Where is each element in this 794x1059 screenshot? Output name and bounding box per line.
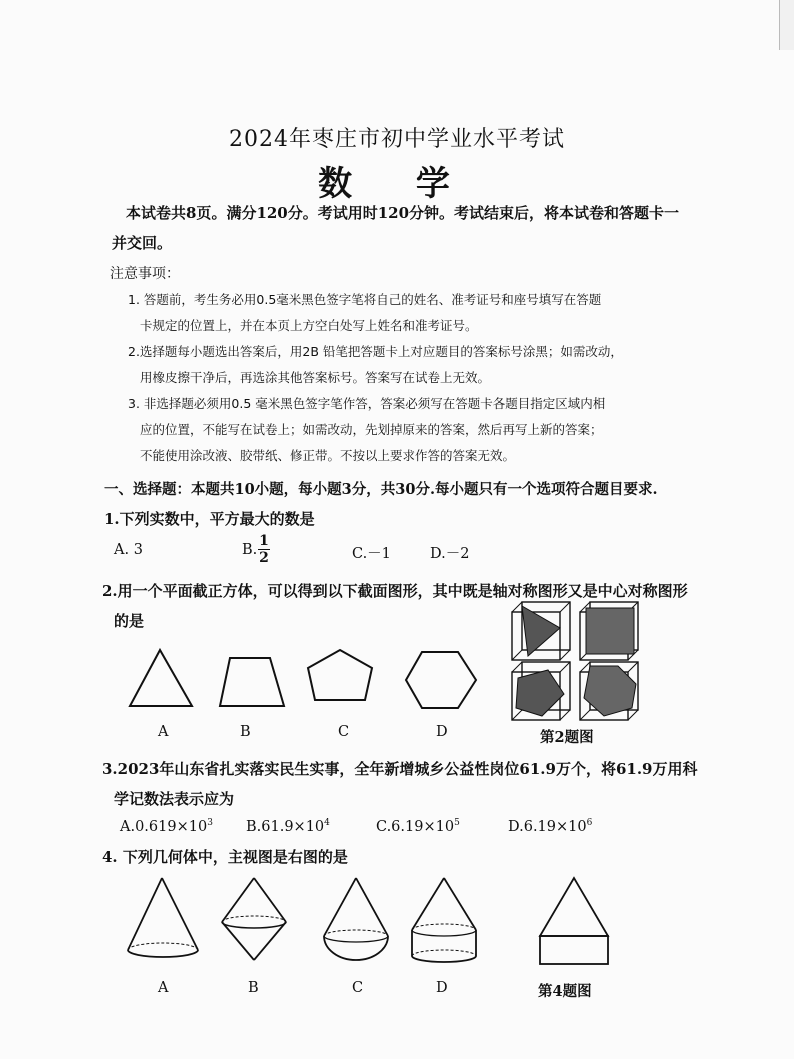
question-3-stem: 3.2023年山东省扎实落实民生实事，全年新增城乡公益性岗位61.9万个，将61.9万用科 xyxy=(102,760,698,778)
q4-label-b: B xyxy=(248,980,259,996)
trapezoid-shape xyxy=(220,658,284,706)
cone-cylinder-solid-d xyxy=(412,878,476,962)
front-view-figure xyxy=(540,878,608,964)
note-line: 1. 答题前，考生务必用0.5毫米黑色签字笔将自己的姓名、准考证号和座号填写在答题 xyxy=(128,292,602,307)
question-2-stem: 2.用一个平面截正方体，可以得到以下截面图形，其中既是轴对称图形又是中心对称图形 xyxy=(102,582,688,600)
question-1-stem: 1.下列实数中，平方最大的数是 xyxy=(104,510,315,528)
q4-label-d: D xyxy=(436,980,448,996)
note-line: 卡规定的位置上，并在本页上方空白处写上姓名和准考证号。 xyxy=(140,318,478,333)
cube-section-3 xyxy=(512,662,570,720)
cone-solid-a xyxy=(128,878,198,957)
note-line: 3. 非选择题必须用0.5 毫米黑色签字笔作答，答案必须写在答题卡各题目指定区域内相 xyxy=(128,396,606,411)
intro-line-2: 并交回。 xyxy=(112,234,173,252)
fraction-denominator: 2 xyxy=(259,550,269,566)
section-heading: 一、选择题：本题共10小题，每小题3分，共30分.每小题只有一个选项符合题目要求. xyxy=(104,481,658,498)
q4-label-a: A xyxy=(158,980,169,996)
q2-label-d: D xyxy=(436,724,448,740)
figure-2-caption: 第2题图 xyxy=(540,729,594,746)
q1-option-a: A. 3 xyxy=(114,542,143,558)
cube-sections-figure xyxy=(508,598,642,724)
q3-option-d: $D.6.19\times 10^6$ xyxy=(508,818,593,835)
cube-section-2 xyxy=(580,602,638,660)
triangle-shape xyxy=(130,650,192,706)
q3-option-a: $A.0.619\times 10^3$ xyxy=(120,818,213,835)
q4-solids xyxy=(118,872,618,972)
intro-line-1: 本试卷共8页。满分120分。考试用时120分钟。考试结束后，将本试卷和答题卡一 xyxy=(126,204,680,222)
q1-fraction xyxy=(258,533,270,566)
question-4-stem: 4. 下列几何体中，主视图是右图的是 xyxy=(102,848,348,866)
note-line: 2.选择题每小题选出答案后，用2B 铅笔把答题卡上对应题目的答案标号涂黑；如需改动， xyxy=(128,344,623,359)
note-line: 应的位置，不能写在试卷上；如需改动，先划掉原来的答案，然后再写上新的答案； xyxy=(140,422,603,437)
q2-shapes xyxy=(120,640,500,720)
q3-option-c: $C.6.19\times 10^5$ xyxy=(376,818,460,835)
notes-heading: 注意事项： xyxy=(110,266,180,282)
scrollbar[interactable] xyxy=(779,0,794,50)
q1-option-d: D.－2 xyxy=(430,546,470,562)
q2-label-c: C xyxy=(338,724,350,740)
cube-section-1 xyxy=(512,602,570,660)
cone-hemisphere-solid-c xyxy=(324,878,388,960)
question-2-stem-cont: 的是 xyxy=(114,612,145,630)
q4-label-c: C xyxy=(352,980,364,996)
note-line: 用橡皮擦干净后，再选涂其他答案标号。答案写在试卷上无效。 xyxy=(140,370,491,385)
pentagon-shape xyxy=(308,650,372,700)
figure-4-caption: 第4题图 xyxy=(538,983,592,1000)
note-line: 不能使用涂改液、胶带纸、修正带。不按以上要求作答的答案无效。 xyxy=(140,448,516,463)
question-3-stem-cont: 学记数法表示应为 xyxy=(114,790,235,808)
q1-option-c: C.－1 xyxy=(352,546,391,562)
q3-option-b: $B.61.9\times 10^4$ xyxy=(246,818,330,835)
subject-title: 数 学 xyxy=(318,164,476,204)
q2-label-a: A xyxy=(158,724,169,740)
q2-label-b: B xyxy=(240,724,251,740)
double-cone-solid-b xyxy=(222,878,286,960)
fraction-numerator: 1 xyxy=(259,533,269,549)
hexagon-shape xyxy=(406,652,476,708)
q1-option-b: B. xyxy=(242,542,258,558)
cube-section-4 xyxy=(580,662,638,720)
exam-title: 2024年枣庄市初中学业水平考试 xyxy=(229,127,565,152)
